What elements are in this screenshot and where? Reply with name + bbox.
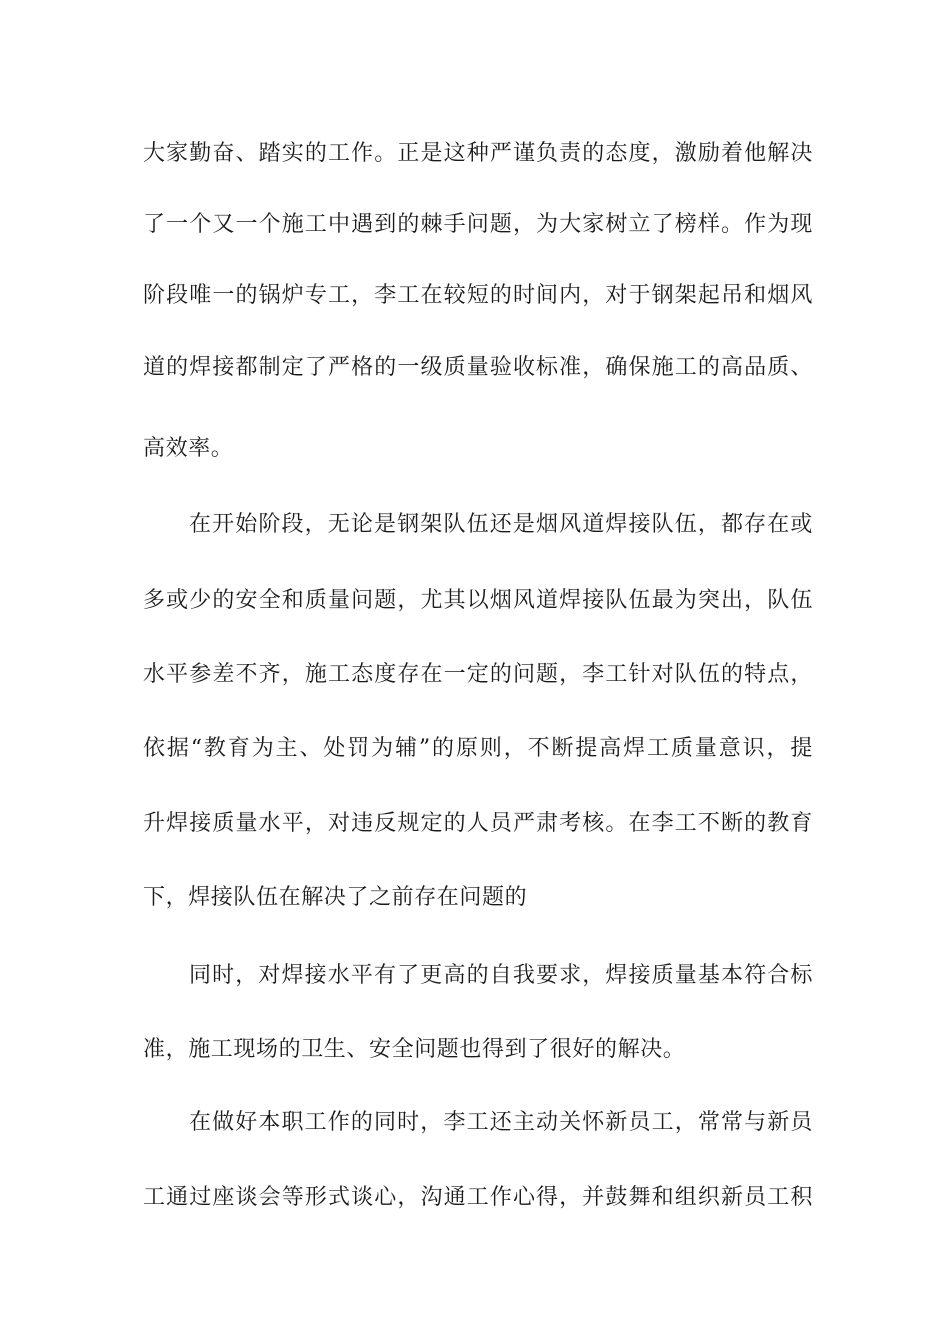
text-line: 依据“教育为主、处罚为辅”的原则，不断提高焊工质量意识，提 xyxy=(143,736,813,761)
text-line: 阶段唯一的锅炉专工，李工在较短的时间内，对于钢架起吊和烟风 xyxy=(143,283,813,308)
text-line: 准，施工现场的卫生、安全问题也得到了很好的解决。 xyxy=(143,1037,686,1062)
text-line: 大家勤奋、踏实的工作。正是这种严谨负责的态度，激励着他解决 xyxy=(143,141,813,166)
text-line: 多或少的安全和质量问题，尤其以烟风道焊接队伍最为突出，队伍 xyxy=(143,588,813,613)
text-line: 下，焊接队伍在解决了之前存在问题的 xyxy=(143,885,528,910)
text-line: 道的焊接都制定了严格的一级质量验收标准，确保施工的高品质、 xyxy=(143,355,813,380)
text-line: 在开始阶段，无论是钢架队伍还是烟风道焊接队伍，都存在或 xyxy=(189,512,813,537)
text-line: 在做好本职工作的同时，李工还主动关怀新员工，常常与新员 xyxy=(189,1110,813,1135)
text-line: 同时，对焊接水平有了更高的自我要求，焊接质量基本符合标 xyxy=(189,963,813,988)
text-line: 水平参差不齐，施工态度存在一定的问题，李工针对队伍的特点， xyxy=(143,662,813,687)
text-line: 了一个又一个施工中遇到的棘手问题，为大家树立了榜样。作为现 xyxy=(143,212,813,237)
text-line: 高效率。 xyxy=(143,436,234,461)
text-line: 升焊接质量水平，对违反规定的人员严肃考核。在李工不断的教育 xyxy=(143,811,813,836)
text-line: 工通过座谈会等形式谈心，沟通工作心得，并鼓舞和组织新员工积 xyxy=(143,1185,813,1210)
